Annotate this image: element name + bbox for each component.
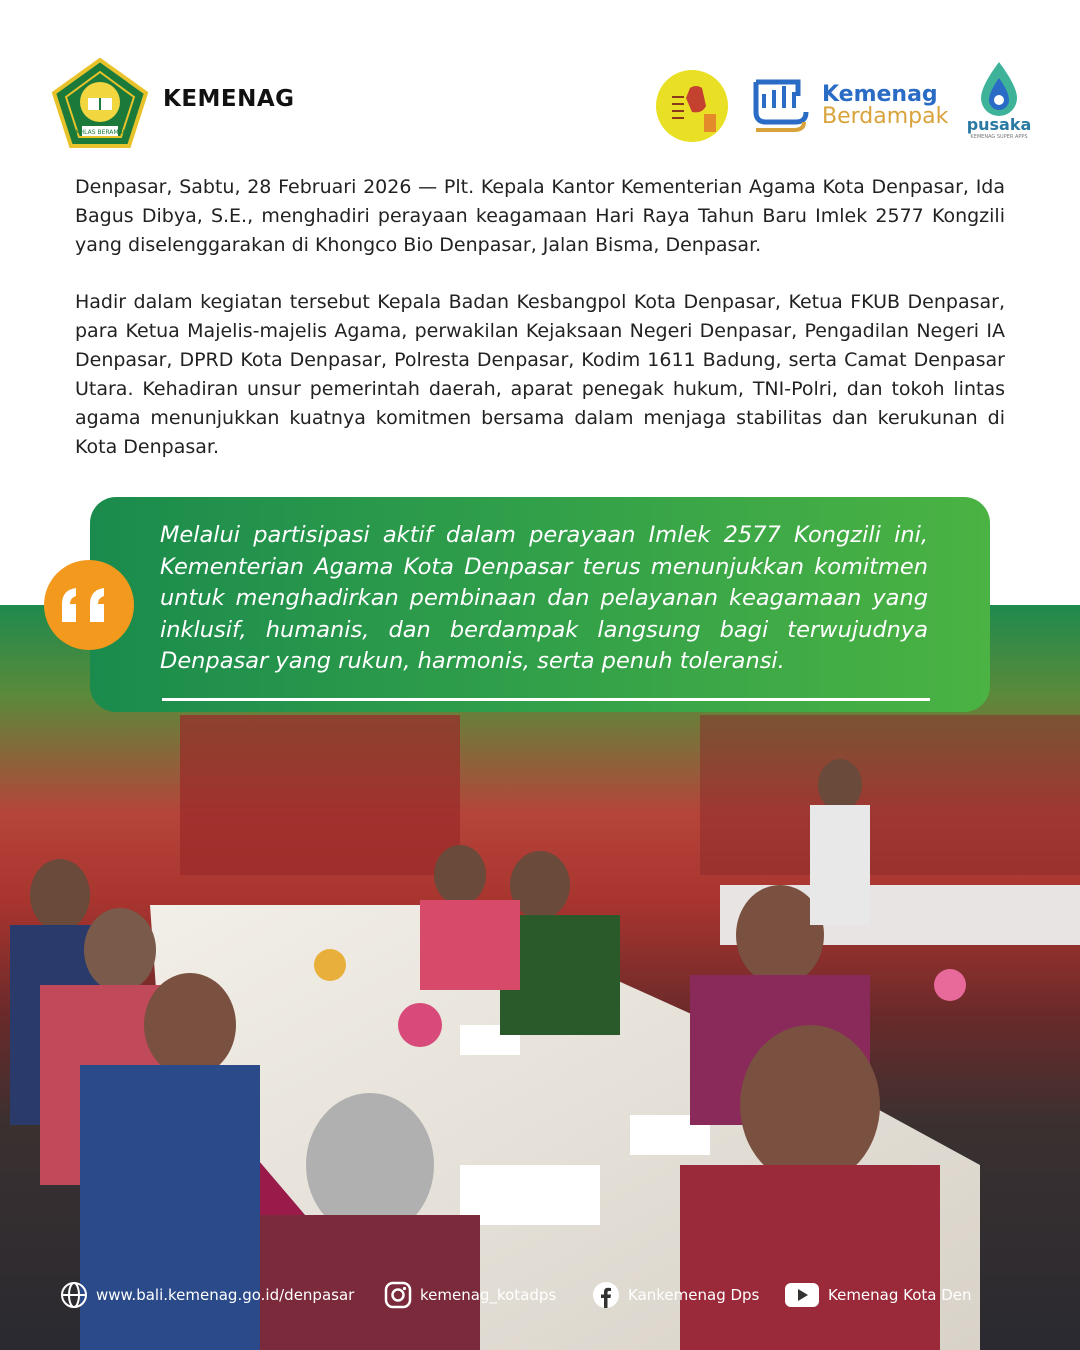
pusaka-drop-icon (964, 60, 1034, 116)
pusaka-tagline: KEMENAG SUPER APPS (970, 134, 1028, 140)
article-paragraph-1: Denpasar, Sabtu, 28 Februari 2026 — Plt. Kepala Kantor Kementerian Agama Kota Denpasar, Ida Bagus Dibya, S.E., menghadiri perayaan keagamaan Hari Raya Tahun Baru Imlek 2577 Kongzili yang diselenggarakan di Khongco Bio Denpasar, Jalan Bisma, Denpasar. (75, 176, 1005, 256)
quote-divider (162, 698, 930, 701)
footer-facebook[interactable] (592, 1280, 759, 1310)
globe-icon (60, 1281, 88, 1309)
facebook-icon (592, 1281, 620, 1309)
brand-name: KEMENAG (163, 86, 295, 112)
kemenag-emblem-icon (52, 58, 148, 150)
footer-instagram-label: kemenag_kotadps (420, 1286, 557, 1304)
footer-website[interactable] (60, 1280, 354, 1310)
header (0, 0, 1080, 160)
footer-youtube-label: Kemenag Kota Den (828, 1286, 972, 1304)
event-photo (0, 605, 1080, 1350)
berdampak-logo-text (822, 84, 948, 128)
footer-youtube[interactable] (784, 1280, 972, 1310)
quote-icon (44, 560, 134, 650)
quote-text: Melalui partisipasi aktif dalam perayaan Imlek 2577 Kongzili ini, Kementerian Agama Kota Denpasar terus menunjukkan komitmen untuk menghadirkan pembinaan dan pelayanan keagamaan yang inklusif, humanis, dan berdampak langsung bagi terwujudnya Denpasar yang rukun, harmonis, serta penuh toleransi. (160, 522, 928, 674)
article-paragraph-2: Hadir dalam kegiatan tersebut Kepala Badan Kesbangpol Kota Denpasar, Ketua FKUB Denpasar, para Ketua Majelis-majelis Agama, perwakilan Kejaksaan Negeri Denpasar, Pengadilan Negeri IA Denpasar, DPRD Kota Denpasar, Polresta Denpasar, Kodim 1611 Badung, serta Camat Denpasar Utara. Kehadiran unsur pemerintah daerah, aparat penegak hukum, TNI-Polri, dan tokoh lintas agama menunjukkan kuatnya komitmen bersama dalam menjaga stabilitas dan kerukunan di Kota Denpasar. (75, 291, 1005, 458)
youtube-icon (784, 1282, 820, 1308)
berdampak-line1: Kemenag (822, 82, 938, 107)
pusaka-logo (964, 60, 1034, 142)
instagram-icon (384, 1281, 412, 1309)
footer (0, 1262, 1080, 1322)
footer-instagram[interactable] (384, 1280, 556, 1310)
footer-website-label: www.bali.kemenag.go.id/denpasar (96, 1286, 355, 1304)
berdampak-logo-icon (750, 76, 812, 136)
footer-facebook-label: Kankemenag Dps (628, 1286, 760, 1304)
seal-text: IKHLAS BERAMAL (73, 129, 127, 136)
pusaka-word: pusaka (966, 115, 1032, 134)
campaign-badge-icon (656, 70, 728, 142)
berdampak-line2: Berdampak (822, 104, 949, 129)
